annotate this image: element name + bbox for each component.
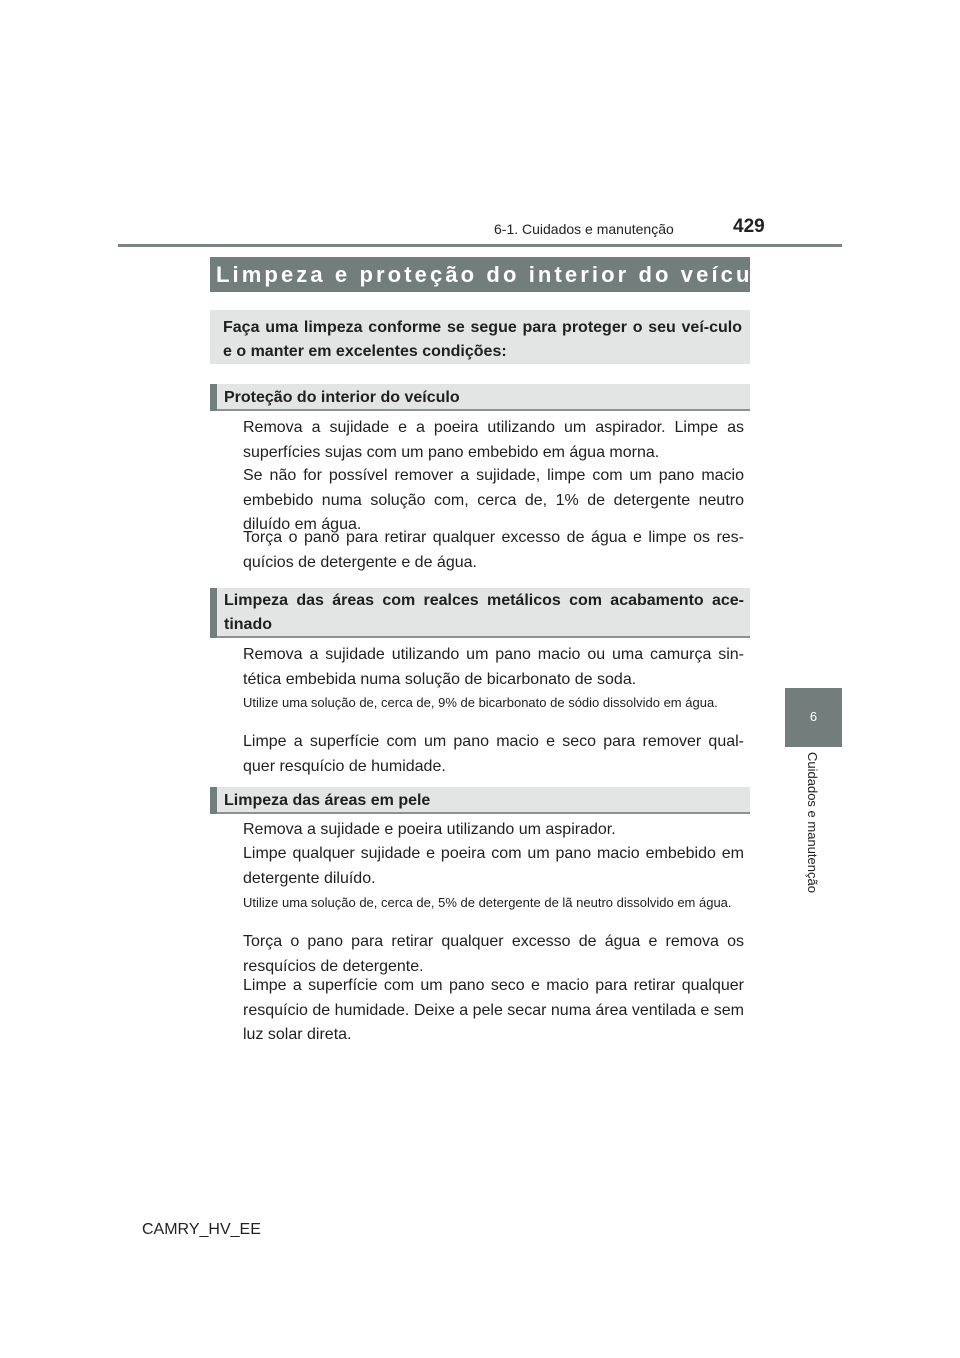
section-label: 6-1. Cuidados e manutenção xyxy=(494,221,674,237)
page-title: Limpeza e proteção do interior do veículo xyxy=(216,262,779,287)
section-title: Proteção do interior do veículo xyxy=(224,389,460,406)
paragraph: Remova a sujidade e a poeira utilizando um aspirador. Limpe as superfícies sujas com um pano embebido em água morna. xyxy=(243,419,744,461)
paragraph: Remova a sujidade e poeira utilizando um aspirador. xyxy=(243,821,616,838)
intro-box xyxy=(210,310,750,364)
intro-text: Faça uma limpeza conforme se segue para proteger o seu veí-culo e o manter em excelentes condições: xyxy=(223,319,742,360)
chapter-tab xyxy=(785,688,842,747)
chapter-number: 6 xyxy=(809,709,818,724)
paragraph: Se não for possível remover a sujidade, limpe com um pano macio embebido numa solução com, cerca de, 1% de detergente neutro diluído em água. xyxy=(243,467,744,533)
section-header-interior-protection xyxy=(210,384,750,411)
document-code: CAMRY_HV_EE xyxy=(142,1221,261,1238)
section-header-satin-metal xyxy=(210,588,750,638)
paragraph: Limpe qualquer sujidade e poeira com um pano macio embebido em detergente diluído. xyxy=(243,845,744,887)
paragraph: Torça o pano para retirar qualquer excesso de água e limpe os res-quícios de detergente e de água. xyxy=(243,529,744,571)
section-header-leather xyxy=(210,787,750,814)
paragraph: Remova a sujidade utilizando um pano macio ou uma camurça sin-tética embebida numa solução de bicarbonato de soda. xyxy=(243,646,744,688)
main-title-bar xyxy=(210,257,779,292)
note: Utilize uma solução de, cerca de, 5% de detergente de lã neutro dissolvido em água. xyxy=(243,895,732,910)
page-number: 429 xyxy=(733,216,765,237)
paragraph: Limpe a superfície com um pano macio e seco para remover qual-quer resquício de humidade. xyxy=(243,733,744,775)
paragraph: Limpe a superfície com um pano seco e macio para retirar qualquer resquício de humidade. Deixe a pele secar numa área ventilada e sem luz solar direta. xyxy=(243,977,744,1043)
section-title: Limpeza das áreas com realces metálicos com acabamento ace-tinado xyxy=(224,592,744,633)
section-title: Limpeza das áreas em pele xyxy=(224,792,431,809)
chapter-label: Cuidados e manutenção xyxy=(805,752,820,893)
header-rule xyxy=(118,244,842,247)
paragraph: Torça o pano para retirar qualquer excesso de água e remova os resquícios de detergente. xyxy=(243,933,744,975)
note: Utilize uma solução de, cerca de, 9% de bicarbonato de sódio dissolvido em água. xyxy=(243,695,718,710)
